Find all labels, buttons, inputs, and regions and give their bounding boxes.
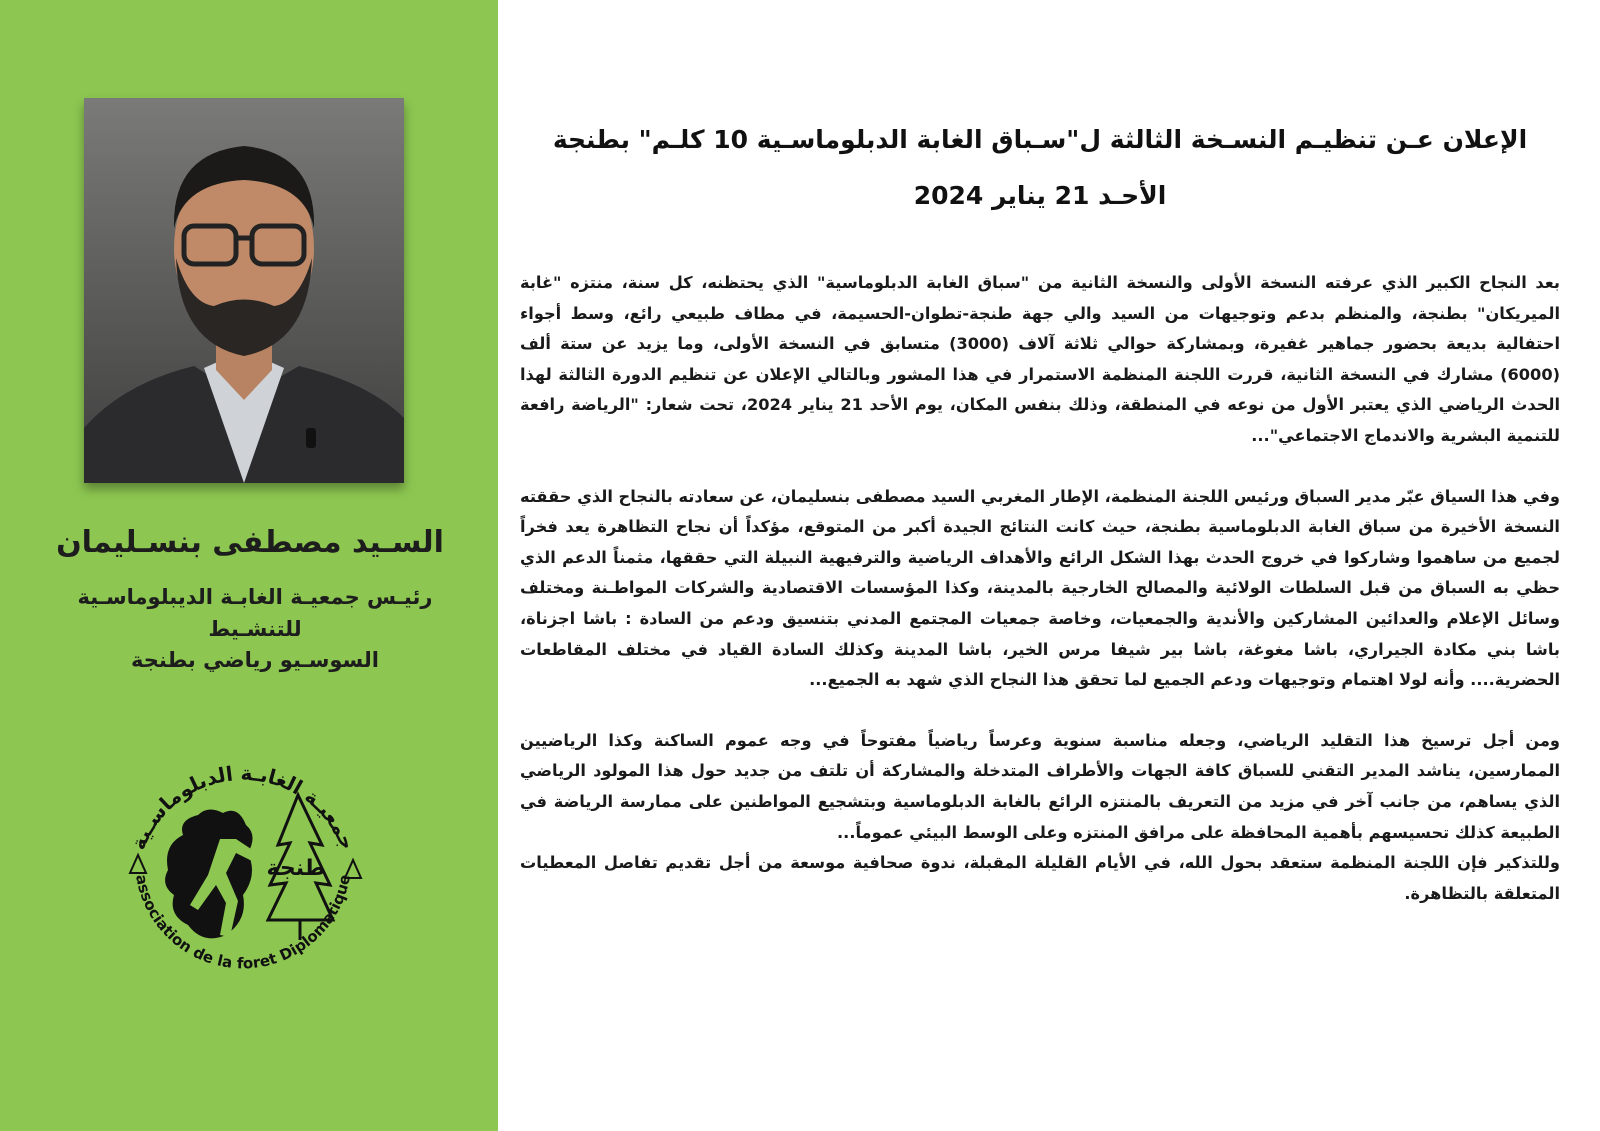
logo-center-text: طنجة xyxy=(266,856,326,881)
association-logo xyxy=(108,735,378,1005)
portrait-illustration xyxy=(84,98,404,483)
headline-line-2: الأحـد 21 يناير 2024 xyxy=(913,181,1167,210)
paragraph-1: بعد النجاح الكبير الذي عرفته النسخة الأولى والنسخة الثانية من "سباق الغابة الدبلوماسية" الذي يحتظنه، كل سنة، منتزه "غابة الميريكان" بطنجة، والمنظم بدعم وتوجيهات من السيد والي جهة طنجة-تطوان-الحسيمة، في مطاف طبيعي رائع، وسط أجواء احتفالية بديعة بحضور جماهير غفيرة، وبمشاركة حوالي ثلاثة آلاف (3000) متسابق في النسخة الأولى، وما يزيد عن ستة ألف (6000) مشارك في النسخة الثانية، قررت اللجنة المنظمة الاستمرار في هذا المشور وبالتالي الإعلان عن تنظيم الدورة الثالثة لهذا الحدث الرياضي الذي يعتبر الأول من نوعه في المنطقة، وذلك بنفس المكان، يوم الأحد 21 يناير 2024، تحت شعار: "الرياضة رافعة للتنمية البشرية والاندماج الاجتماعي"... xyxy=(520,273,1561,445)
paragraph-4: وللتذكير فإن اللجنة المنظمة ستعقد بحول الله، في الأيام القليلة المقبلة، ندوة صحافية موسعة من أجل تقديم تفاصل المعطيات المتعلقة بالتظاهرة. xyxy=(520,853,1560,903)
paragraph-2: وفي هذا السياق عبّر مدير السباق ورئيس اللجنة المنظمة، الإطار المغربي السيد مصطفى بنسليمان، عن سعادته بالنجاح الذي حققته النسخة الأخيرة من سباق الغابة الدبلوماسية بطنجة، حيث كانت النتائج الجيدة أكبر من المتوقع، مؤكداً أن نجاح التظاهرة يعد فخراً لجميع من ساهموا وشاركوا في خروج الحدث بهذا الشكل الرائع والأهداف الرياضية والترفيهية النبيلة التي حققها، مثمناً الدعم الذي حظي به السباق من قبل السلطات الولائية والمصالح الخارجية بالمدينة، وكذا المؤسسات الاقتصادية والشركات المواطـنة ومختلف وسائل الإعلام والعدائين المشاركين والأندية والجمعيات، وخاصة جمعيات المجتمع المدني بتنسيق ودعم من السادة : باشا اجزناة، باشا بني مكادة الجيراري، باشا مغوغة، باشا بير شيفا مرس الخير، باشا المدينة وكذلك السادة القياد في مختلف المقاطعات الحضرية.... وأنه لولا اهتمام وتوجيهات ودعم الجميع لما تحقق هذا النجاح الذي شهد به الجميع... xyxy=(520,486,1560,690)
headline-line-1: الإعلان عـن تنظيـم النسـخة الثالثة ل"سـباق الغابة الدبلوماسـية 10 كلـم" بطنجة xyxy=(552,125,1528,154)
paragraph-3: ومن أجل ترسيخ هذا التقليد الرياضي، وجعله مناسبة سنوية وعرساً رياضياً مفتوحاً في وجه عموم الساكنة وكذا الرياضيين الممارسين، يناشد المدير التقني للسباق كافة الجهات والأطراف المتدخلة والمشاركة أن تلتف من جديد حول هذا المولود الرياضي الذي يساهم، من جانب آخر في مزيد من التعريف بالمنتزه الرائع بالغابة الدبلوماسية وبتشجيع المواطنين على ممارسة الرياضة في الطبيعة كذلك تحسيسهم بأهمية المحافظة على مرافق المنتزه وعلى الوسط البيئي عموماً... xyxy=(520,730,1560,842)
logo-arabic-arc-text: جمعيـة الغابـة الدبلوماسـية xyxy=(125,760,361,854)
association-logo-graphic xyxy=(108,735,378,1005)
article-body xyxy=(520,268,1560,909)
person-title-line-1: رئيـس جمعيـة الغابـة الديبلوماسـية للتنشـيط xyxy=(77,585,433,641)
article xyxy=(520,0,1560,1131)
logo-french-arc-text: association de la foret Diplomatique xyxy=(132,872,354,973)
portrait-photo xyxy=(84,98,404,483)
person-name: السـيد مصطفى بنسـليمان xyxy=(56,525,444,560)
article-headline xyxy=(520,112,1560,224)
person-title-line-2: السوسـيو رياضي بطنجة xyxy=(131,648,379,672)
person-title xyxy=(30,582,480,677)
sidebar xyxy=(0,0,498,1131)
